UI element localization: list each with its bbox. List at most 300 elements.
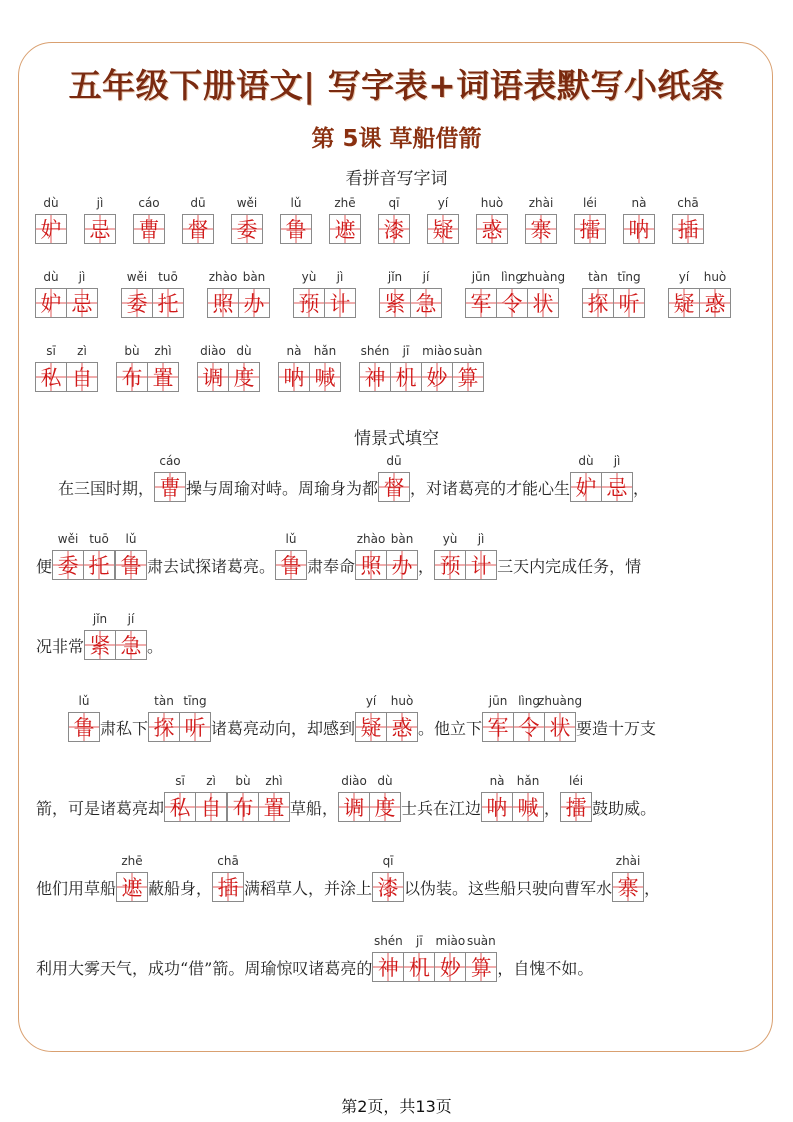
tian-grid: [164, 792, 227, 822]
answer-char: 插: [677, 218, 699, 242]
answer-char: 办: [391, 554, 413, 578]
char-box: [574, 214, 606, 244]
answer-char: 神: [364, 366, 386, 390]
answer-char: 托: [157, 292, 179, 316]
pinyin-label: lǔ: [285, 532, 297, 546]
answer-char: 预: [298, 292, 320, 316]
tian-grid: [231, 214, 263, 244]
pinyin-label: tīng: [183, 694, 207, 708]
char-box: [329, 214, 361, 244]
passage-text: 。: [147, 637, 164, 656]
char-box: [496, 288, 528, 318]
char-box: [227, 792, 259, 822]
char-box: [309, 362, 341, 392]
answer-char: 置: [263, 796, 285, 820]
char-box: [672, 214, 704, 244]
char-box: [386, 712, 418, 742]
char-box: [527, 288, 559, 318]
passage-text: ，: [644, 879, 661, 898]
answer-char: 忌: [606, 476, 628, 500]
tian-grid: [623, 214, 655, 244]
pinyin-label: diào: [200, 344, 226, 358]
pinyin-label: dù: [43, 270, 59, 284]
pinyin-label: jūn: [488, 694, 508, 708]
tian-grid: [154, 472, 186, 502]
pinyin-label: lìng: [501, 270, 523, 284]
answer-char: 私: [169, 796, 191, 820]
passage-text: 他们用草船: [36, 879, 117, 898]
answer-char: 令: [518, 716, 540, 740]
answer-char: 急: [415, 292, 437, 316]
pinyin-label: zhào: [208, 270, 238, 284]
pinyin-label: zhài: [528, 196, 554, 210]
pinyin-label: hǎn: [516, 774, 540, 788]
tian-grid: [148, 712, 211, 742]
char-box: [115, 550, 147, 580]
tian-grid: [197, 362, 260, 392]
tian-grid: [482, 712, 576, 742]
answer-char: 令: [501, 292, 523, 316]
answer-char: 调: [202, 366, 224, 390]
answer-char: 紧: [89, 634, 111, 658]
pinyin-label: sī: [46, 344, 56, 358]
tian-grid: [275, 550, 307, 580]
answer-char: 寨: [617, 876, 639, 900]
tian-grid: [378, 472, 410, 502]
pinyin-label: jì: [78, 270, 86, 284]
passage-text: ，对诸葛亮的才能心生: [410, 479, 571, 498]
answer-char: 状: [549, 716, 571, 740]
tian-grid: [182, 214, 214, 244]
pinyin-label: yí: [678, 270, 690, 284]
page-title: 五年级下册语文| 写字表+词语表默写小纸条: [68, 66, 725, 105]
tian-grid: [668, 288, 731, 318]
answer-char: 度: [233, 366, 255, 390]
pinyin-label: wěi: [57, 532, 79, 546]
char-box: [434, 550, 466, 580]
pinyin-label: zhuàng: [521, 270, 566, 284]
char-box: [66, 288, 98, 318]
char-box: [207, 288, 239, 318]
pinyin-label: hǎn: [313, 344, 337, 358]
pinyin-label: nà: [489, 774, 505, 788]
char-box: [386, 550, 418, 580]
tian-grid: [378, 214, 410, 244]
answer-char: 妒: [40, 292, 62, 316]
answer-char: 督: [187, 218, 209, 242]
char-box: [116, 872, 148, 902]
pinyin-label: tuō: [158, 270, 178, 284]
char-box: [35, 362, 67, 392]
answer-char: 军: [487, 716, 509, 740]
answer-char: 惑: [481, 218, 503, 242]
char-box: [481, 792, 513, 822]
answer-char: 计: [329, 292, 351, 316]
pinyin-label: zhì: [154, 344, 172, 358]
passage-text: ，: [418, 557, 435, 576]
char-box: [612, 872, 644, 902]
tian-grid: [329, 214, 361, 244]
pinyin-label: sī: [175, 774, 185, 788]
pinyin-label: yù: [301, 270, 317, 284]
char-box: [668, 288, 700, 318]
char-box: [699, 288, 731, 318]
answer-char: 遮: [121, 876, 143, 900]
tian-grid: [84, 630, 147, 660]
passage-text: 以伪装。这些船只驶向曹军水: [404, 879, 613, 898]
char-box: [121, 288, 153, 318]
pinyin-label: tuō: [89, 532, 109, 546]
char-box: [378, 472, 410, 502]
char-box: [512, 792, 544, 822]
pinyin-label: nà: [631, 196, 647, 210]
tian-grid: [116, 362, 179, 392]
answer-char: 曹: [138, 218, 160, 242]
answer-char: 疑: [673, 292, 695, 316]
char-box: [355, 550, 387, 580]
answer-char: 疑: [360, 716, 382, 740]
char-box: [35, 288, 67, 318]
pinyin-label: nà: [286, 344, 302, 358]
answer-char: 预: [439, 554, 461, 578]
answer-char: 探: [153, 716, 175, 740]
passage-text: 蔽船身，: [148, 879, 213, 898]
pinyin-label: bàn: [390, 532, 414, 546]
char-box: [83, 550, 115, 580]
tian-grid: [133, 214, 165, 244]
char-box: [482, 712, 514, 742]
answer-char: 寨: [530, 218, 552, 242]
pinyin-label: jǐn: [387, 270, 403, 284]
char-box: [324, 288, 356, 318]
passage-text: 便: [36, 557, 53, 576]
char-box: [570, 472, 602, 502]
answer-char: 妙: [426, 366, 448, 390]
char-box: [66, 362, 98, 392]
tian-grid: [582, 288, 645, 318]
pinyin-label: bù: [235, 774, 251, 788]
tian-grid: [476, 214, 508, 244]
tian-grid: [84, 214, 116, 244]
tian-grid: [427, 214, 459, 244]
answer-char: 机: [395, 366, 417, 390]
char-box: [403, 952, 435, 982]
pinyin-label: lǔ: [78, 694, 90, 708]
tian-grid: [52, 550, 115, 580]
pinyin-label: zhì: [265, 774, 283, 788]
pinyin-label: zhē: [121, 854, 143, 868]
answer-char: 曹: [159, 476, 181, 500]
char-box: [133, 214, 165, 244]
char-box: [544, 712, 576, 742]
answer-char: 听: [618, 292, 640, 316]
tian-grid: [212, 872, 244, 902]
char-box: [452, 362, 484, 392]
char-box: [355, 712, 387, 742]
pinyin-label: lǔ: [290, 196, 302, 210]
answer-char: 妒: [575, 476, 597, 500]
pinyin-label: cáo: [159, 454, 181, 468]
pinyin-label: tīng: [617, 270, 641, 284]
answer-char: 机: [408, 956, 430, 980]
answer-char: 妙: [439, 956, 461, 980]
pinyin-label: qī: [388, 196, 400, 210]
pinyin-label: yù: [442, 532, 458, 546]
pinyin-label: tàn: [588, 270, 608, 284]
tian-grid: [574, 214, 606, 244]
char-box: [148, 712, 180, 742]
answer-char: 呐: [486, 796, 508, 820]
char-box: [378, 214, 410, 244]
pinyin-label: jūn: [471, 270, 491, 284]
pinyin-label: zhài: [615, 854, 641, 868]
tian-grid: [207, 288, 270, 318]
pinyin-label: dū: [190, 196, 206, 210]
pinyin-label: zì: [206, 774, 216, 788]
pinyin-label: dù: [236, 344, 252, 358]
pinyin-label: zhuàng: [538, 694, 583, 708]
answer-char: 呐: [628, 218, 650, 242]
answer-char: 神: [377, 956, 399, 980]
section-title-fill: 情景式填空: [354, 429, 439, 449]
passage-text: ，: [544, 799, 561, 818]
tian-grid: [278, 362, 341, 392]
answer-char: 置: [152, 366, 174, 390]
answer-char: 军: [470, 292, 492, 316]
pinyin-label: jì: [613, 454, 621, 468]
answer-char: 算: [457, 366, 479, 390]
tian-grid: [465, 288, 559, 318]
char-box: [338, 792, 370, 822]
answer-char: 鲁: [285, 218, 307, 242]
answer-char: 听: [184, 716, 206, 740]
char-box: [465, 288, 497, 318]
char-box: [280, 214, 312, 244]
passage-text: 诸葛亮动向，却感到: [211, 719, 356, 738]
answer-char: 办: [243, 292, 265, 316]
answer-char: 喊: [314, 366, 336, 390]
answer-char: 私: [40, 366, 62, 390]
answer-char: 惑: [704, 292, 726, 316]
lesson-title: 第 5课 草船借箭: [311, 126, 482, 152]
answer-char: 鲁: [120, 554, 142, 578]
passage-text: ，自愧不如。: [497, 959, 594, 978]
char-box: [372, 952, 404, 982]
passage-text: 鼓助威。: [592, 799, 657, 818]
answer-char: 惑: [391, 716, 413, 740]
pinyin-label: zhào: [356, 532, 386, 546]
char-box: [84, 630, 116, 660]
passage-text: 满稻草人，并涂上: [244, 879, 373, 898]
tian-grid: [372, 872, 404, 902]
pinyin-label: chā: [217, 854, 239, 868]
answer-char: 布: [121, 366, 143, 390]
pinyin-label: suàn: [466, 934, 496, 948]
tian-grid: [35, 288, 98, 318]
answer-char: 委: [236, 218, 258, 242]
pinyin-label: léi: [582, 196, 598, 210]
pinyin-label: huò: [703, 270, 727, 284]
answer-char: 妒: [40, 218, 62, 242]
tian-grid: [434, 550, 497, 580]
tian-grid: [570, 472, 633, 502]
answer-char: 计: [470, 554, 492, 578]
answer-char: 自: [200, 796, 222, 820]
answer-char: 调: [343, 796, 365, 820]
char-box: [293, 288, 325, 318]
answer-char: 漆: [377, 876, 399, 900]
passage-text: 草船，: [290, 799, 339, 818]
pinyin-label: huò: [480, 196, 504, 210]
pinyin-label: cáo: [138, 196, 160, 210]
answer-char: 委: [57, 554, 79, 578]
passage-text: 肃私下: [100, 719, 149, 738]
tian-grid: [355, 712, 418, 742]
pinyin-label: dū: [386, 454, 402, 468]
section-title-pinyin: 看拼音写字词: [345, 169, 448, 189]
page-indicator: 第2页，共13页: [341, 1097, 452, 1116]
passage-text: 肃奉命: [307, 557, 356, 576]
answer-char: 自: [71, 366, 93, 390]
char-box: [390, 362, 422, 392]
char-box: [182, 214, 214, 244]
pinyin-label: dù: [43, 196, 59, 210]
answer-char: 插: [217, 876, 239, 900]
tian-grid: [672, 214, 704, 244]
tian-grid: [115, 550, 147, 580]
tian-grid: [372, 952, 497, 982]
answer-char: 紧: [384, 292, 406, 316]
answer-char: 度: [374, 796, 396, 820]
char-box: [152, 288, 184, 318]
char-box: [465, 550, 497, 580]
pinyin-label: dù: [377, 774, 393, 788]
char-box: [231, 214, 263, 244]
pinyin-label: lìng: [518, 694, 540, 708]
pinyin-label: yí: [437, 196, 449, 210]
tian-grid: [227, 792, 290, 822]
pinyin-label: qī: [382, 854, 394, 868]
pinyin-label: tàn: [154, 694, 174, 708]
char-box: [164, 792, 196, 822]
char-box: [275, 550, 307, 580]
char-box: [116, 362, 148, 392]
answer-char: 急: [120, 634, 142, 658]
passage-text: 。他立下: [418, 719, 483, 738]
pinyin-label: jī: [402, 344, 410, 358]
tian-grid: [525, 214, 557, 244]
pinyin-label: bù: [124, 344, 140, 358]
tian-grid: [116, 872, 148, 902]
passage-text: 在三国时期，: [58, 479, 155, 498]
answer-char: 疑: [432, 218, 454, 242]
answer-char: 托: [88, 554, 110, 578]
tian-grid: [293, 288, 356, 318]
char-box: [421, 362, 453, 392]
char-box: [379, 288, 411, 318]
pinyin-label: miào: [422, 344, 452, 358]
pinyin-label: lǔ: [125, 532, 137, 546]
pinyin-label: jì: [96, 196, 104, 210]
answer-char: 鲁: [280, 554, 302, 578]
pinyin-label: wěi: [236, 196, 258, 210]
answer-char: 布: [232, 796, 254, 820]
char-box: [369, 792, 401, 822]
char-box: [427, 214, 459, 244]
answer-char: 擂: [579, 218, 601, 242]
char-box: [372, 872, 404, 902]
answer-char: 呐: [283, 366, 305, 390]
char-box: [258, 792, 290, 822]
tian-grid: [359, 362, 484, 392]
tian-grid: [481, 792, 544, 822]
char-box: [613, 288, 645, 318]
pinyin-label: jī: [416, 934, 423, 948]
passage-text: ，: [633, 479, 650, 498]
pinyin-label: zì: [77, 344, 87, 358]
tian-grid: [612, 872, 644, 902]
pinyin-label: léi: [569, 774, 584, 788]
answer-char: 探: [587, 292, 609, 316]
char-box: [601, 472, 633, 502]
passage-text: 三天内完成任务，情: [497, 557, 642, 576]
pinyin-label: jì: [336, 270, 344, 284]
char-box: [212, 872, 244, 902]
tian-grid: [35, 214, 67, 244]
char-box: [115, 630, 147, 660]
char-box: [410, 288, 442, 318]
char-box: [476, 214, 508, 244]
pinyin-label: shén: [373, 934, 403, 948]
answer-char: 擂: [565, 796, 587, 820]
answer-char: 委: [126, 292, 148, 316]
passage-text: 操与周瑜对峙。周瑜身为都: [186, 479, 379, 498]
char-box: [195, 792, 227, 822]
answer-char: 照: [212, 292, 234, 316]
passage-text: 肃去试探诸葛亮。: [147, 557, 276, 576]
tian-grid: [355, 550, 418, 580]
tian-grid: [280, 214, 312, 244]
pinyin-label: miào: [435, 934, 466, 948]
char-box: [513, 712, 545, 742]
answer-char: 漆: [383, 218, 405, 242]
answer-char: 遮: [334, 218, 356, 242]
pinyin-label: shén: [360, 344, 390, 358]
answer-char: 督: [383, 476, 405, 500]
passage-text: 箭，可是诸葛亮却: [36, 799, 165, 818]
char-box: [465, 952, 497, 982]
passage-text: 要造十万支: [576, 719, 657, 738]
answer-char: 忌: [71, 292, 93, 316]
tian-grid: [68, 712, 100, 742]
char-box: [560, 792, 592, 822]
pinyin-label: bàn: [242, 270, 266, 284]
answer-char: 算: [470, 956, 492, 980]
pinyin-label: suàn: [453, 344, 483, 358]
char-box: [434, 952, 466, 982]
char-box: [238, 288, 270, 318]
passage-text: 利用大雾天气，成功“借”箭。周瑜惊叹诸葛亮的: [36, 959, 373, 978]
pinyin-label: huò: [390, 694, 414, 708]
char-box: [525, 214, 557, 244]
answer-char: 状: [532, 292, 554, 316]
char-box: [52, 550, 84, 580]
pinyin-label: wěi: [126, 270, 148, 284]
pinyin-label: dù: [578, 454, 594, 468]
char-box: [68, 712, 100, 742]
tian-grid: [121, 288, 184, 318]
pinyin-label: jí: [422, 270, 430, 284]
